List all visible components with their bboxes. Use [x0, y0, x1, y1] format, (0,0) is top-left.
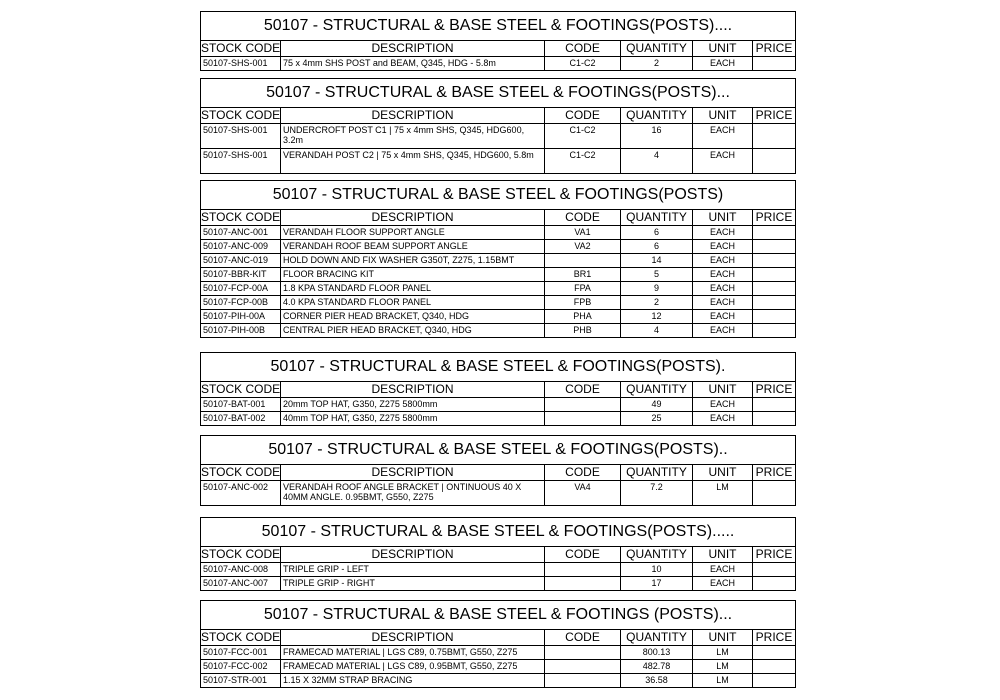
cell-code: PHA [545, 310, 621, 323]
cell-code: FPB [545, 296, 621, 309]
column-header-stock-code: STOCK CODE [201, 210, 281, 224]
table-title: 50107 - STRUCTURAL & BASE STEEL & FOOTINGS(POSTS)..... [201, 518, 795, 547]
column-header-price: PRICE [755, 41, 793, 55]
cell-price [753, 398, 795, 411]
table-header-row [201, 108, 795, 124]
table-row [201, 646, 795, 660]
cell-unit: EACH [693, 398, 753, 411]
cell-price [753, 324, 795, 337]
cell-stock-code: 50107-SHS-001 [201, 57, 281, 70]
cell-stock-code: 50107-BBR-KIT [201, 268, 281, 281]
cell-price [753, 577, 795, 590]
cell-stock-code: 50107-FCC-001 [201, 646, 281, 659]
column-header-unit: UNIT [693, 108, 753, 123]
column-header-quantity: QUANTITY [621, 547, 693, 562]
table-row [201, 674, 795, 687]
cell-stock-code: 50107-FCC-002 [201, 660, 281, 673]
cell-code [545, 412, 621, 425]
cell-price [753, 674, 795, 687]
column-header-price: PRICE [755, 465, 793, 479]
cell-stock-code: 50107-SHS-001 [201, 149, 281, 173]
cell-code: FPA [545, 282, 621, 295]
column-header-price: PRICE [755, 210, 793, 224]
column-header-code: CODE [545, 465, 621, 480]
cell-quantity: 36.58 [621, 674, 693, 687]
cell-price [753, 310, 795, 323]
cell-price [753, 563, 795, 576]
cell-price [753, 296, 795, 309]
cell-price [753, 240, 795, 253]
column-header-stock-code: STOCK CODE [201, 382, 281, 396]
cell-stock-code: 50107-ANC-019 [201, 254, 281, 267]
cell-quantity: 7.2 [621, 481, 693, 505]
cell-quantity: 10 [621, 563, 693, 576]
column-header-description: DESCRIPTION [281, 630, 545, 645]
column-header-stock-code: STOCK CODE [201, 41, 281, 55]
bom-table [200, 517, 796, 591]
cell-unit: EACH [693, 296, 753, 309]
cell-code: C1-C2 [545, 57, 621, 70]
cell-description: VERANDAH ROOF BEAM SUPPORT ANGLE [281, 240, 545, 253]
cell-unit: LM [693, 660, 753, 673]
table-row [201, 481, 795, 505]
cell-stock-code: 50107-FCP-00B [201, 296, 281, 309]
column-header-unit: UNIT [693, 547, 753, 562]
cell-quantity: 49 [621, 398, 693, 411]
cell-code: VA2 [545, 240, 621, 253]
cell-unit: EACH [693, 577, 753, 590]
cell-quantity: 2 [621, 296, 693, 309]
cell-code [545, 577, 621, 590]
table-header-row [201, 210, 795, 226]
cell-stock-code: 50107-BAT-001 [201, 398, 281, 411]
table-row [201, 282, 795, 296]
cell-quantity: 6 [621, 226, 693, 239]
cell-unit: LM [693, 674, 753, 687]
cell-price [753, 646, 795, 659]
cell-unit: EACH [693, 563, 753, 576]
cell-description: 40mm TOP HAT, G350, Z275 5800mm [281, 412, 545, 425]
table-row [201, 268, 795, 282]
cell-unit: EACH [693, 254, 753, 267]
cell-description: VERANDAH FLOOR SUPPORT ANGLE [281, 226, 545, 239]
table-row [201, 412, 795, 425]
cell-price [753, 57, 795, 70]
table-row [201, 324, 795, 337]
column-header-stock-code: STOCK CODE [201, 547, 281, 561]
cell-description: UNDERCROFT POST C1 | 75 x 4mm SHS, Q345, HDG600, 3.2m [281, 124, 545, 148]
cell-code: C1-C2 [545, 149, 621, 173]
cell-quantity: 6 [621, 240, 693, 253]
table-title: 50107 - STRUCTURAL & BASE STEEL & FOOTINGS (POSTS)... [201, 601, 795, 630]
cell-code: PHB [545, 324, 621, 337]
cell-code: BR1 [545, 268, 621, 281]
cell-code [545, 660, 621, 673]
table-row [201, 577, 795, 590]
table-row [201, 57, 795, 70]
cell-description: 1.15 X 32MM STRAP BRACING [281, 674, 545, 687]
cell-unit: EACH [693, 324, 753, 337]
cell-stock-code: 50107-ANC-002 [201, 481, 281, 505]
cell-description: 1.8 KPA STANDARD FLOOR PANEL [281, 282, 545, 295]
cell-stock-code: 50107-PIH-00A [201, 310, 281, 323]
cell-description: VERANDAH POST C2 | 75 x 4mm SHS, Q345, HDG600, 5.8m [281, 149, 545, 173]
cell-unit: EACH [693, 282, 753, 295]
table-row [201, 310, 795, 324]
column-header-description: DESCRIPTION [281, 382, 545, 397]
table-header-row [201, 41, 795, 57]
table-header-row [201, 382, 795, 398]
cell-price [753, 254, 795, 267]
cell-description: 4.0 KPA STANDARD FLOOR PANEL [281, 296, 545, 309]
column-header-description: DESCRIPTION [281, 547, 545, 562]
bom-table [200, 11, 796, 71]
cell-description: FLOOR BRACING KIT [281, 268, 545, 281]
cell-code [545, 674, 621, 687]
column-header-unit: UNIT [693, 382, 753, 397]
cell-unit: LM [693, 646, 753, 659]
cell-code: VA1 [545, 226, 621, 239]
bom-table [200, 352, 796, 426]
cell-description: FRAMECAD MATERIAL | LGS C89, 0.75BMT, G550, Z275 [281, 646, 545, 659]
cell-unit: EACH [693, 226, 753, 239]
column-header-description: DESCRIPTION [281, 465, 545, 480]
bom-table [200, 78, 796, 174]
column-header-code: CODE [545, 210, 621, 225]
bom-table [200, 435, 796, 506]
column-header-price: PRICE [755, 630, 793, 644]
cell-description: TRIPLE GRIP - LEFT [281, 563, 545, 576]
table-row [201, 124, 795, 149]
cell-price [753, 282, 795, 295]
table-row [201, 398, 795, 412]
cell-price [753, 660, 795, 673]
cell-stock-code: 50107-ANC-008 [201, 563, 281, 576]
cell-description: VERANDAH ROOF ANGLE BRACKET | ONTINUOUS 40 X 40MM ANGLE. 0.95BMT, G550, Z275 [281, 481, 545, 505]
cell-code [545, 398, 621, 411]
cell-quantity: 12 [621, 310, 693, 323]
table-title: 50107 - STRUCTURAL & BASE STEEL & FOOTINGS(POSTS). [201, 353, 795, 382]
cell-code [545, 646, 621, 659]
table-header-row [201, 547, 795, 563]
table-header-row [201, 465, 795, 481]
column-header-description: DESCRIPTION [281, 210, 545, 225]
bom-table [200, 600, 796, 688]
column-header-price: PRICE [755, 547, 793, 561]
cell-description: CENTRAL PIER HEAD BRACKET, Q340, HDG [281, 324, 545, 337]
table-header-row [201, 630, 795, 646]
table-title: 50107 - STRUCTURAL & BASE STEEL & FOOTINGS(POSTS)... [201, 79, 795, 108]
column-header-stock-code: STOCK CODE [201, 465, 281, 479]
table-row [201, 240, 795, 254]
cell-stock-code: 50107-BAT-002 [201, 412, 281, 425]
cell-stock-code: 50107-ANC-001 [201, 226, 281, 239]
table-row [201, 226, 795, 240]
cell-code: C1-C2 [545, 124, 621, 148]
table-row [201, 660, 795, 674]
table-row [201, 563, 795, 577]
cell-unit: EACH [693, 268, 753, 281]
table-row [201, 149, 795, 173]
cell-description: TRIPLE GRIP - RIGHT [281, 577, 545, 590]
table-title: 50107 - STRUCTURAL & BASE STEEL & FOOTINGS(POSTS) [201, 181, 795, 210]
column-header-quantity: QUANTITY [621, 41, 693, 56]
cell-unit: EACH [693, 412, 753, 425]
column-header-code: CODE [545, 41, 621, 56]
cell-price [753, 149, 795, 173]
cell-quantity: 2 [621, 57, 693, 70]
cell-price [753, 481, 795, 505]
cell-quantity: 800.13 [621, 646, 693, 659]
cell-stock-code: 50107-FCP-00A [201, 282, 281, 295]
cell-price [753, 412, 795, 425]
cell-unit: EACH [693, 124, 753, 148]
cell-stock-code: 50107-ANC-009 [201, 240, 281, 253]
cell-quantity: 25 [621, 412, 693, 425]
column-header-quantity: QUANTITY [621, 382, 693, 397]
column-header-code: CODE [545, 547, 621, 562]
cell-code [545, 563, 621, 576]
table-title: 50107 - STRUCTURAL & BASE STEEL & FOOTINGS(POSTS).... [201, 12, 795, 41]
cell-stock-code: 50107-PIH-00B [201, 324, 281, 337]
column-header-quantity: QUANTITY [621, 465, 693, 480]
cell-price [753, 268, 795, 281]
column-header-description: DESCRIPTION [281, 41, 545, 56]
table-title: 50107 - STRUCTURAL & BASE STEEL & FOOTINGS(POSTS).. [201, 436, 795, 465]
column-header-price: PRICE [755, 382, 793, 396]
column-header-description: DESCRIPTION [281, 108, 545, 123]
cell-code: VA4 [545, 481, 621, 505]
column-header-code: CODE [545, 382, 621, 397]
cell-price [753, 124, 795, 148]
table-row [201, 254, 795, 268]
cell-quantity: 17 [621, 577, 693, 590]
cell-stock-code: 50107-ANC-007 [201, 577, 281, 590]
column-header-code: CODE [545, 630, 621, 645]
column-header-unit: UNIT [693, 630, 753, 645]
column-header-code: CODE [545, 108, 621, 123]
column-header-quantity: QUANTITY [621, 108, 693, 123]
cell-code [545, 254, 621, 267]
column-header-price: PRICE [755, 108, 793, 122]
cell-quantity: 482.78 [621, 660, 693, 673]
cell-unit: LM [693, 481, 753, 505]
column-header-quantity: QUANTITY [621, 210, 693, 225]
cell-quantity: 14 [621, 254, 693, 267]
column-header-stock-code: STOCK CODE [201, 108, 281, 122]
column-header-quantity: QUANTITY [621, 630, 693, 645]
column-header-unit: UNIT [693, 210, 753, 225]
cell-description: HOLD DOWN AND FIX WASHER G350T, Z275, 1.15BMT [281, 254, 545, 267]
cell-description: CORNER PIER HEAD BRACKET, Q340, HDG [281, 310, 545, 323]
column-header-unit: UNIT [693, 465, 753, 480]
cell-quantity: 4 [621, 149, 693, 173]
cell-unit: EACH [693, 149, 753, 173]
bom-table [200, 180, 796, 338]
cell-quantity: 4 [621, 324, 693, 337]
cell-unit: EACH [693, 57, 753, 70]
cell-quantity: 5 [621, 268, 693, 281]
cell-quantity: 16 [621, 124, 693, 148]
cell-unit: EACH [693, 310, 753, 323]
cell-stock-code: 50107-SHS-001 [201, 124, 281, 148]
cell-quantity: 9 [621, 282, 693, 295]
cell-stock-code: 50107-STR-001 [201, 674, 281, 687]
cell-description: 20mm TOP HAT, G350, Z275 5800mm [281, 398, 545, 411]
table-row [201, 296, 795, 310]
column-header-stock-code: STOCK CODE [201, 630, 281, 644]
column-header-unit: UNIT [693, 41, 753, 56]
cell-description: FRAMECAD MATERIAL | LGS C89, 0.95BMT, G550, Z275 [281, 660, 545, 673]
cell-unit: EACH [693, 240, 753, 253]
cell-description: 75 x 4mm SHS POST and BEAM, Q345, HDG - 5.8m [281, 57, 545, 70]
cell-price [753, 226, 795, 239]
